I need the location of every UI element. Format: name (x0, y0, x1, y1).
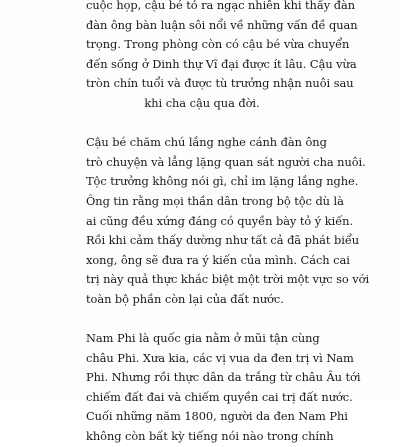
text-line: xong, ông sẽ đưa ra ý kiến của mình. Cách cai (86, 252, 350, 267)
paragraph-3 (86, 329, 361, 447)
paragraph-gap (86, 310, 318, 330)
text-line: Ông tin rằng mọi thần dân trong bộ tộc dù là (86, 193, 344, 208)
text-line: tròn chín tuổi và được tù trưởng nhận nuôi sau (86, 76, 354, 91)
text-line: cuộc họp, cậu bé tỏ ra ngạc nhiên khi thấy đàn (86, 0, 355, 12)
text-line: Nam Phi là quốc gia nằm ở mũi tận cùng (86, 331, 320, 346)
text-line: Rồi khi cảm thấy dường như tất cả đã phát biểu (86, 233, 360, 248)
text-line: không còn bất kỳ tiếng nói nào trong chính (86, 429, 334, 444)
text-line: Tộc trưởng không nói gì, chỉ im lặng lắng nghe. (86, 174, 359, 189)
text-line: trọng. Trong phòng còn có cậu bé vừa chuyển (86, 37, 350, 52)
paragraph-gap (86, 114, 318, 134)
text-line: trò chuyện và lẳng lặng quan sát người cha nuôi. (86, 154, 366, 169)
text-line: châu Phi. Xưa kia, các vị vua da đen trị vì Nam (86, 350, 354, 365)
text-line: Phi. Nhưng rồi thực dân da trắng từ châu Âu tới (86, 370, 361, 385)
text-line: Cuối những năm 1800, người da đen Nam Phi (86, 409, 348, 424)
paragraph-1 (86, 0, 358, 114)
paragraph-2 (86, 133, 370, 309)
body-text (86, 0, 370, 447)
text-line: trị này quả thực khác biệt một trời một vực so với (86, 272, 370, 287)
text-line: khi cha cậu qua đời. (144, 95, 260, 110)
text-line: đến sống ở Dinh thự Vĩ đại được ít lâu. Cậu vừa (86, 56, 357, 71)
text-line: toàn bộ phần còn lại của đất nước. (86, 291, 284, 306)
text-line: chiếm đất đai và chiếm quyền cai trị đất nước. (86, 389, 353, 404)
text-line: đàn ông bàn luận sôi nổi về những vấn đề quan (86, 17, 358, 32)
text-line: ai cũng đều xứng đáng có quyền bày tỏ ý kiến. (86, 213, 354, 228)
text-line: Cậu bé chăm chú lắng nghe cánh đàn ông (86, 135, 327, 150)
